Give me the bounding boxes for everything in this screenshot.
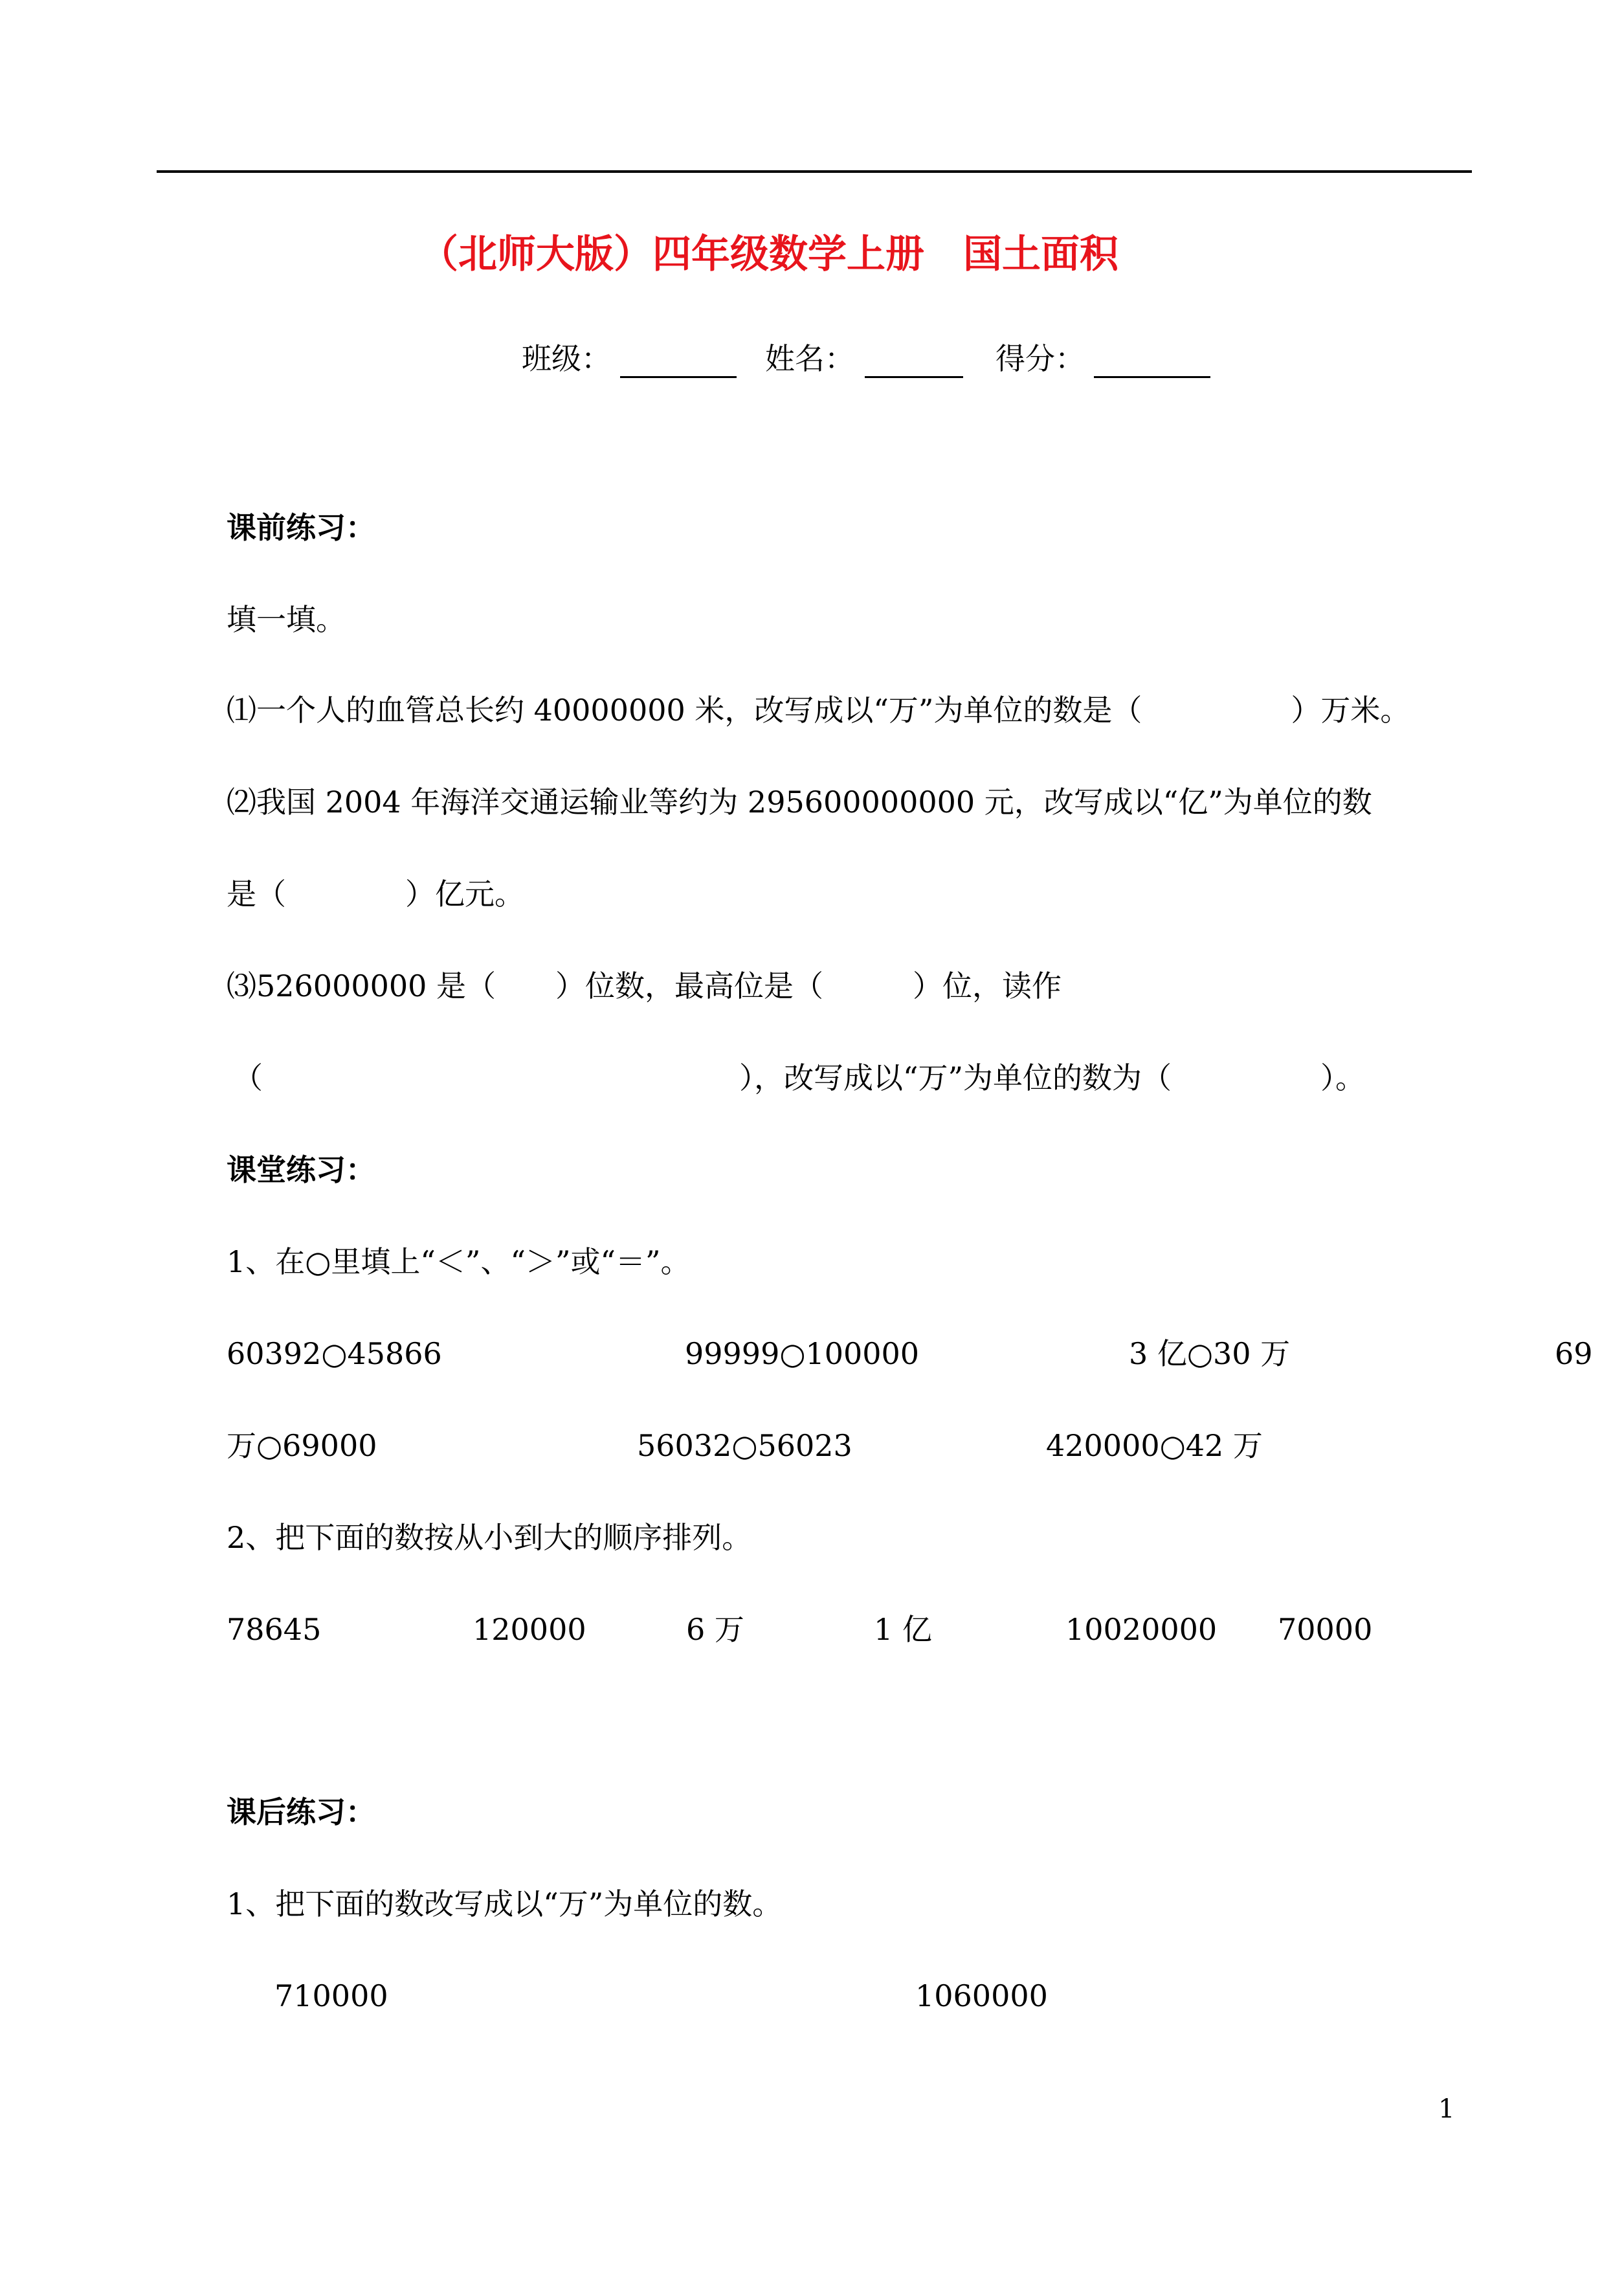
order-number: 120000: [473, 1612, 586, 1647]
question-2-line1: ⑵我国 2004 年海洋交通运输业等约为 295600000000 元，改写成以“亿”为单位的数: [227, 785, 1372, 820]
compare-item: 420000○42 万: [1046, 1428, 1263, 1463]
class-label: 班级：: [522, 341, 611, 376]
name-label: 姓名：: [765, 341, 854, 376]
header-rule: [157, 170, 1472, 173]
compare-item: 万○69000: [227, 1428, 377, 1463]
compare-item: 3 亿○30 万: [1129, 1336, 1291, 1371]
rewrite-number: 710000: [274, 1978, 388, 2013]
class-blank[interactable]: [620, 350, 737, 378]
pre-class-heading: 课前练习：: [227, 510, 375, 545]
rewrite-number: 1060000: [915, 1978, 1048, 2013]
question-3-line1: ⑶526000000 是（ ）位数，最高位是（ ）位，读作: [227, 968, 1062, 1003]
fill-in-intro: 填一填。: [227, 602, 346, 637]
question-2-line2: 是（ ）亿元。: [227, 877, 524, 912]
compare-item: 69: [1555, 1336, 1593, 1371]
compare-item: 60392○45866: [227, 1336, 442, 1371]
page-number: 1: [1438, 2094, 1455, 2124]
after-class-heading: 课后练习：: [227, 1795, 375, 1829]
order-number: 78645: [227, 1612, 322, 1647]
rewrite-question: 1、把下面的数改写成以“万”为单位的数。: [227, 1886, 783, 1921]
in-class-heading: 课堂练习：: [227, 1152, 375, 1187]
page-title: （北师大版）四年级数学上册 国土面积: [419, 232, 1118, 277]
order-number: 6 万: [686, 1612, 744, 1647]
question-3-line2: （ ），改写成以“万”为单位的数为（ ）。: [233, 1060, 1366, 1095]
compare-item: 99999○100000: [685, 1336, 920, 1371]
order-question: 2、把下面的数按从小到大的顺序排列。: [227, 1520, 752, 1555]
order-number: 10020000: [1065, 1612, 1218, 1647]
order-number: 1 亿: [874, 1612, 932, 1647]
name-blank[interactable]: [865, 350, 963, 378]
score-blank[interactable]: [1094, 350, 1210, 378]
question-1: ⑴一个人的血管总长约 40000000 米，改写成以“万”为单位的数是（ ）万米。: [227, 693, 1410, 728]
score-label: 得分：: [996, 341, 1085, 376]
compare-question: 1、在○里填上“＜”、“＞”或“＝”。: [227, 1244, 691, 1279]
compare-item: 56032○56023: [637, 1428, 852, 1463]
order-number: 70000: [1278, 1612, 1373, 1647]
